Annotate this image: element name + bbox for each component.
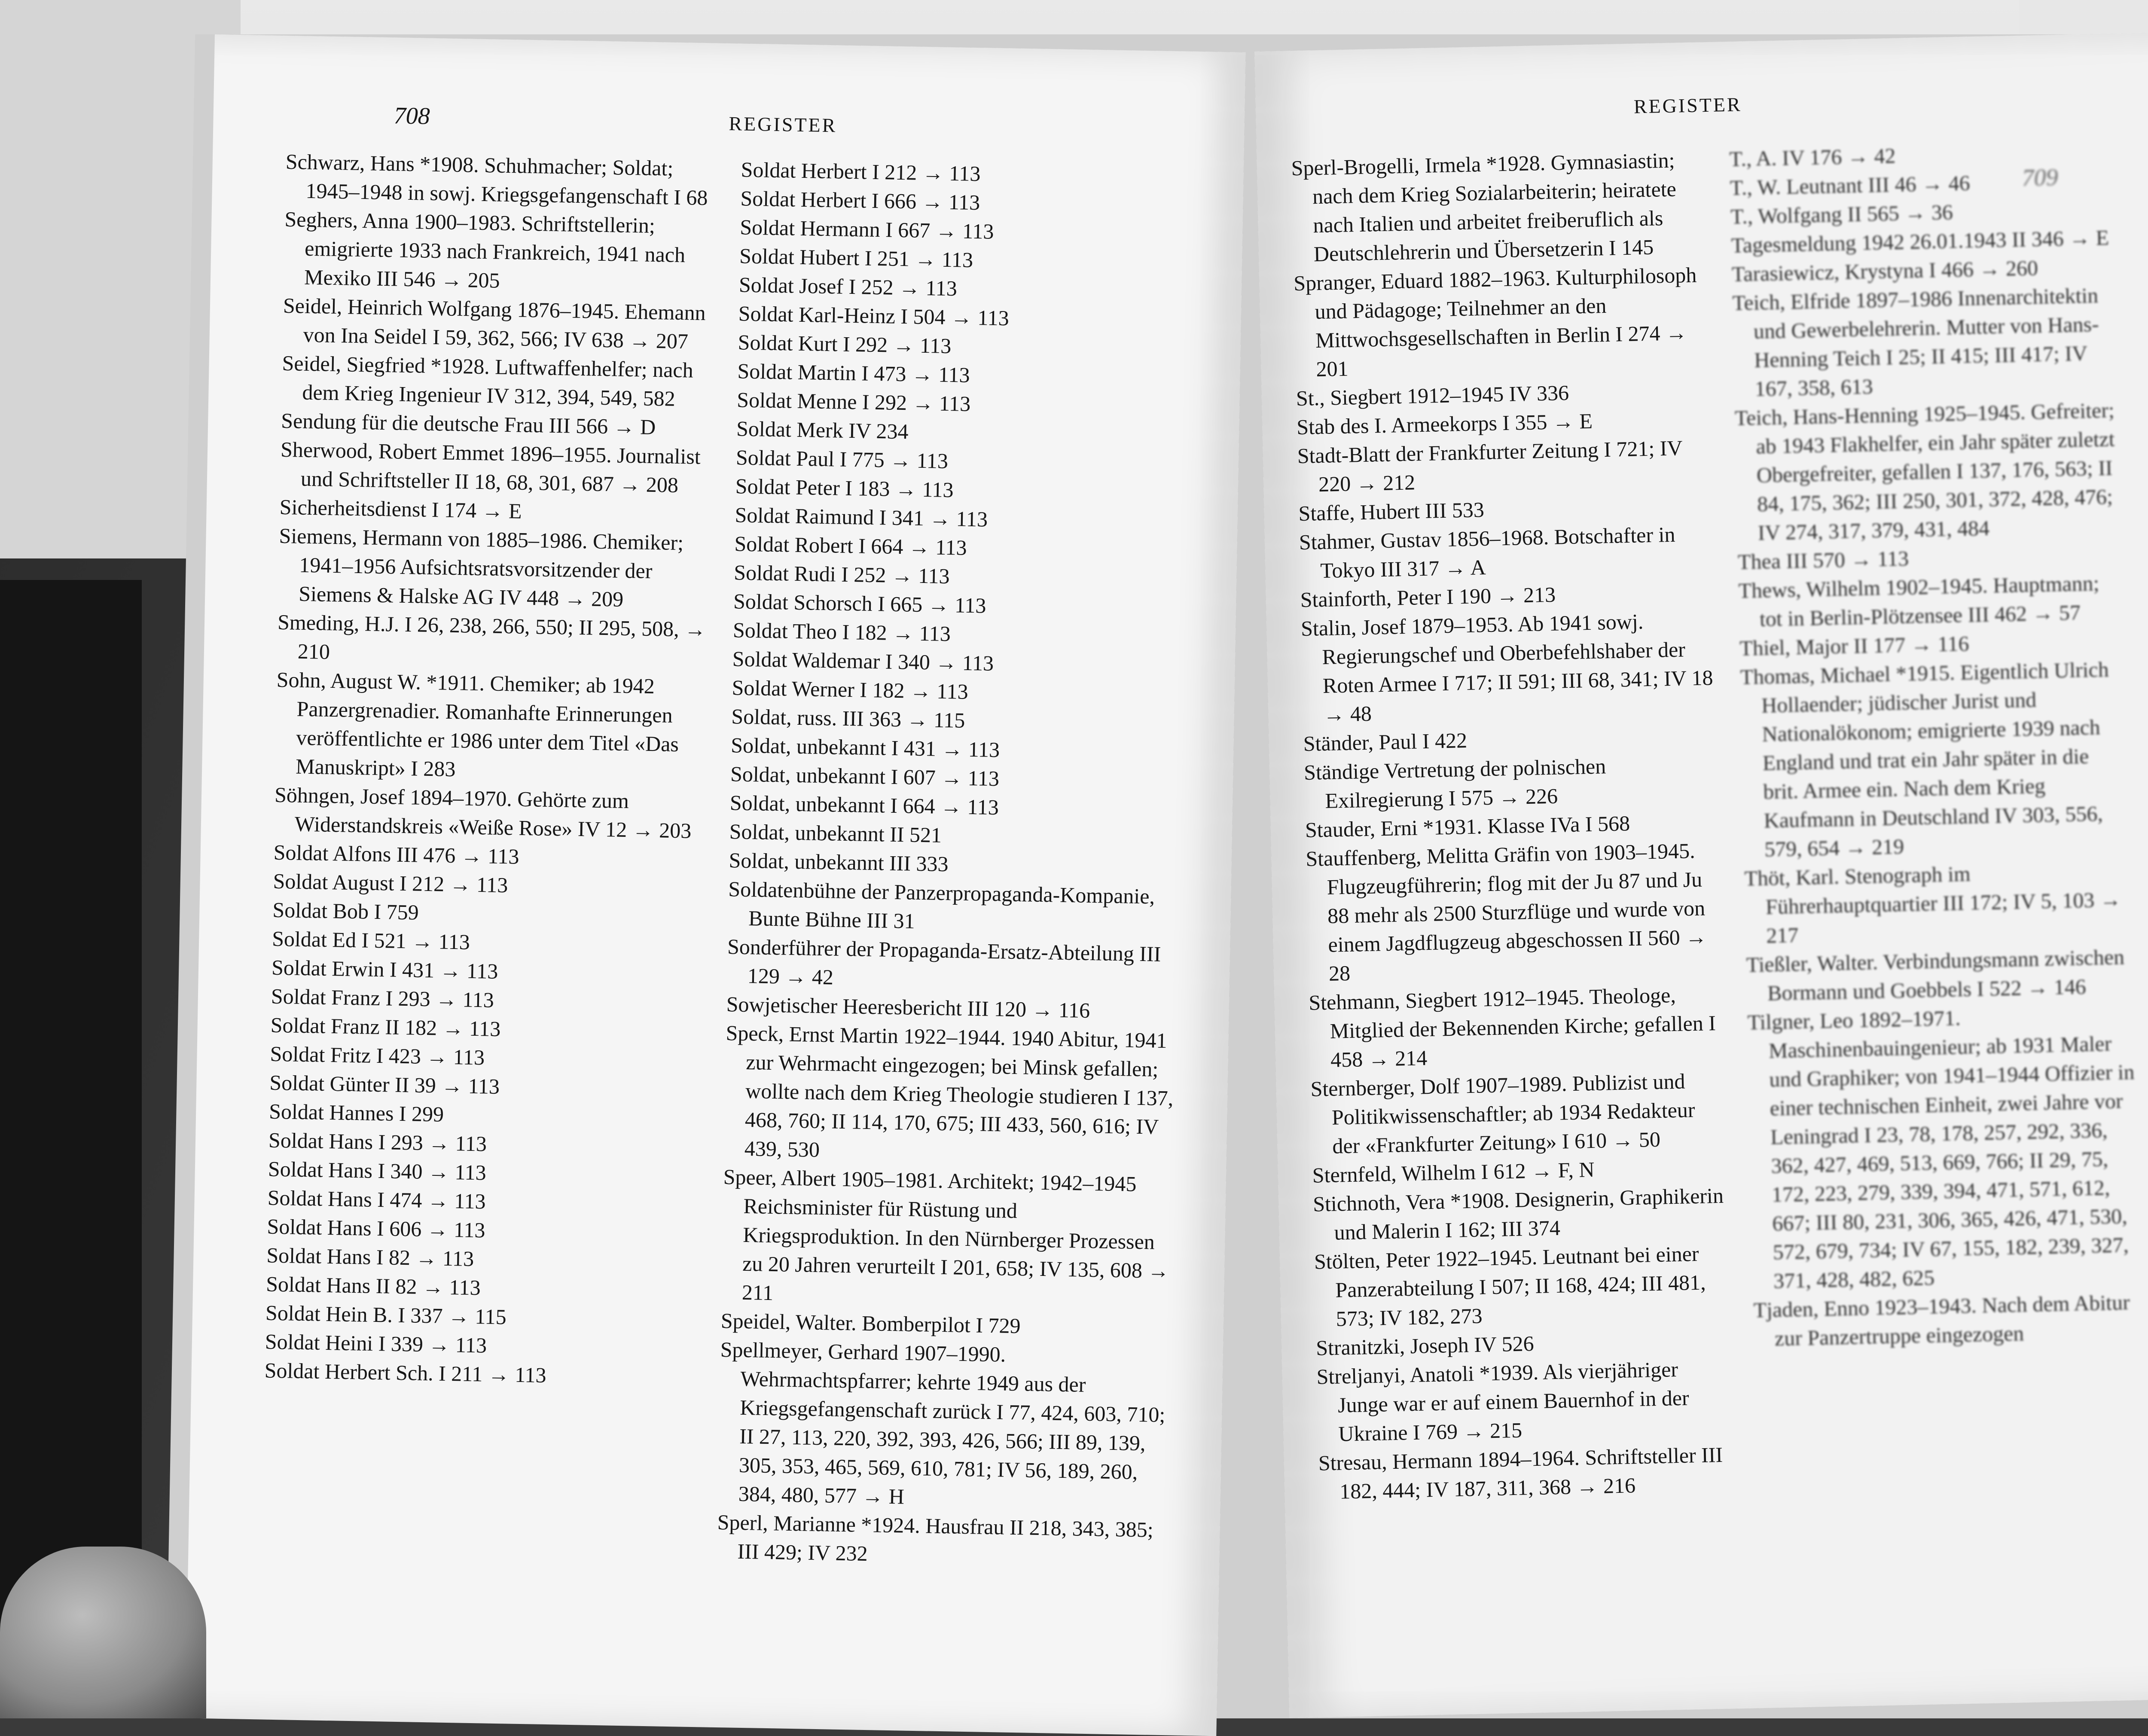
- index-entry: Tagesmeldung 1942 26.01.1943 II 346 → E: [1731, 225, 2109, 257]
- index-entry: Spellmeyer, Gerhard 1907–1990. Wehrmachtspfarrer; kehrte 1949 aus der Kriegsgefangenschaft zurück I 77, 424, 603, 710; II 27, 113, 220, 392, 393, 426, 566; III 89, 139, 305, 353, 465, 569, 610, 781; IV 56, 189, 260, 384, 480, 577 → H: [720, 1337, 1166, 1509]
- index-entry: Soldat Hubert I 251 → 113: [739, 244, 973, 272]
- index-entry: Sonderführer der Propaganda-Ersatz-Abteilung III 129 → 42: [727, 934, 1161, 989]
- index-entry: Speidel, Walter. Bomberpilot I 729: [720, 1309, 1021, 1338]
- index-entry: Sperl-Brogelli, Irmela *1928. Gymnasiastin; nach dem Krieg Sozialarbeiterin; heiratete nach Italien und arbeitet freiberuflich als Deutschlehrerin und Übersetzerin I 145: [1291, 148, 1677, 266]
- index-entry: Soldat Hans I 474 → 113: [267, 1185, 486, 1214]
- index-entry: Sternfeld, Wilhelm I 612 → F, N: [1312, 1157, 1595, 1187]
- index-entry: Ständige Vertretung der polnischen Exilregierung I 575 → 226: [1303, 754, 1606, 813]
- index-entry: Sternberger, Dolf 1907–1989. Publizist und Politikwissenschaftler; ab 1934 Redakteur der «Frankfurter Zeitung» I 610 → 50: [1310, 1069, 1696, 1158]
- index-entry: Soldat Hans I 293 → 113: [268, 1128, 487, 1156]
- thumb: [0, 1547, 206, 1718]
- index-entry: Sendung für die deutsche Frau III 566 → D: [281, 408, 656, 439]
- index-entry: Tjaden, Enno 1923–1943. Nach dem Abitur zur Panzertruppe eingezogen: [1753, 1290, 2130, 1351]
- index-entry: Söhngen, Josef 1894–1970. Gehörte zum Widerstandskreis «Weiße Rose» IV 12 → 203: [274, 782, 692, 843]
- index-entry: Tarasiewicz, Krystyna I 466 → 260: [1731, 255, 2038, 286]
- index-entry: Soldat Raimund I 341 → 113: [735, 503, 988, 531]
- index-entry: Soldat Herbert Sch. I 211 → 113: [264, 1358, 547, 1387]
- index-entry: Soldat, unbekannt I 431 → 113: [730, 733, 1000, 762]
- index-entry: Seidel, Heinrich Wolfgang 1876–1945. Ehemann von Ina Seidel I 59, 362, 566; IV 638 → 207: [283, 293, 706, 354]
- index-entry: Soldat, unbekannt II 521: [729, 819, 942, 847]
- index-entry: Speck, Ernst Martin 1922–1944. 1940 Abitur, 1941 zur Wehrmacht eingezogen; bei Minsk gefallen; wollte nach dem Krieg Theologie studieren I 137, 468, 760; II 114, 170, 675; III 433, 560, 616; IV 439, 530: [726, 1021, 1174, 1162]
- index-entry: Soldat Theo I 182 → 113: [732, 618, 951, 646]
- index-entry: Streljanyi, Anatoli *1939. Als vierjähriger Junge war er auf einem Bauernhof in der Ukraine I 769 → 215: [1316, 1357, 1690, 1446]
- index-entry: Soldat Paul I 775 → 113: [735, 445, 949, 473]
- index-entry: Soldat Günter II 39 → 113: [269, 1070, 500, 1098]
- index-entry: Stainforth, Peter I 190 → 213: [1300, 582, 1556, 612]
- index-entry: Soldat Erwin I 431 → 113: [271, 955, 498, 983]
- index-entry: Soldatenbühne der Panzerpropaganda-Kompanie, Bunte Bühne III 31: [728, 877, 1155, 933]
- index-entry: Soldat Franz II 182 → 113: [270, 1013, 501, 1041]
- right-column-2: [1729, 137, 2141, 1353]
- index-entry: Soldat Werner I 182 → 113: [732, 675, 969, 704]
- index-entry: Soldat Martin I 473 → 113: [737, 359, 970, 387]
- right-page: [1254, 33, 2148, 1718]
- index-entry: Soldat Heini I 339 → 113: [265, 1329, 487, 1358]
- index-entry: Soldat Ed I 521 → 113: [272, 926, 470, 954]
- index-entry: Stehmann, Siegbert 1912–1945. Theologe, Mitglied der Bekennenden Kirche; gefallen I 458 → 214: [1308, 982, 1716, 1072]
- index-entry: Sohn, August W. *1911. Chemiker; ab 1942 Panzergrenadier. Romanhafte Erinnerungen veröffentlichte er 1986 unter dem Titel «Das Manuskript» I 283: [276, 667, 679, 781]
- index-entry: Stauder, Erni *1931. Klasse IVa I 568: [1305, 811, 1630, 842]
- index-entry: Soldat, unbekannt I 607 → 113: [730, 762, 1000, 791]
- index-entry: Sperl, Marianne *1924. Hausfrau II 218, 343, 385; III 429; IV 232: [717, 1510, 1154, 1566]
- index-entry: Stölten, Peter 1922–1945. Leutnant bei einer Panzerabteilung I 507; II 168, 424; III 481, 573; IV 182, 273: [1314, 1241, 1706, 1331]
- right-column-1: [1291, 145, 1732, 1506]
- index-entry: Soldat, unbekannt I 664 → 113: [729, 790, 999, 820]
- index-entry: Soldat Alfons III 476 → 113: [273, 840, 519, 869]
- index-entry: T., A. IV 176 → 42: [1729, 143, 1896, 171]
- index-entry: Soldat August I 212 → 113: [273, 869, 508, 897]
- index-entry: Stahmer, Gustav 1856–1968. Botschafter in Tokyo III 317 → A: [1299, 522, 1675, 583]
- index-entry: Stresau, Hermann 1894–1964. Schriftsteller III 182, 444; IV 187, 311, 368 → 216: [1318, 1442, 1723, 1504]
- index-entry: Sherwood, Robert Emmet 1896–1955. Journalist und Schriftsteller II 18, 68, 301, 687 → 208: [280, 437, 701, 497]
- left-page-number: 708: [394, 102, 430, 130]
- index-entry: Soldat Karl-Heinz I 504 → 113: [738, 301, 1010, 330]
- index-entry: Spranger, Eduard 1882–1963. Kulturphilosoph und Pädagoge; Teilnehmer an den Mittwochsgesellschaften in Berlin I 274 → 201: [1293, 262, 1697, 381]
- left-page-header: REGISTER: [729, 112, 837, 137]
- index-entry: Soldat Herbert I 666 → 113: [740, 186, 980, 215]
- index-entry: Soldat Josef I 252 → 113: [738, 272, 958, 301]
- index-entry: Tießler, Walter. Verbindungsmann zwischen Bormann und Goebbels I 522 → 146: [1746, 945, 2125, 1005]
- index-entry: Soldat Franz I 293 → 113: [271, 984, 494, 1012]
- index-entry: Tilgner, Leo 1892–1971. Maschinenbauingenieur; ab 1931 Maler und Graphiker; von 1941–1944 Offizier in einer technischen Einheit, zwei Jahre vor Leningrad I 23, 78, 178, 257, 292, 336, 362, 427, 469, 513, 669, 766; II 29, 75, 172, 223, 279, 339, 394, 471, 571, 612, 667; III 80, 231, 306, 365, 426, 471, 530, 572, 679, 734; IV 67, 155, 182, 239, 327, 371, 428, 482, 625: [1747, 1006, 2135, 1293]
- index-entry: Teich, Hans-Henning 1925–1945. Gefreiter; ab 1943 Flakhelfer, ein Jahr später zuletzt Obergefreiter, gefallen I 137, 176, 563; II 84, 175, 362; III 250, 301, 372, 428, 476; IV 274, 317, 379, 431, 484: [1734, 398, 2115, 545]
- index-entry: Soldat, russ. III 363 → 115: [731, 704, 965, 732]
- index-entry: Soldat Hermann I 667 → 113: [739, 215, 994, 244]
- index-entry: Stauffenberg, Melitta Gräfin von 1903–1945. Flugzeugführerin; flog mit der Ju 87 und Ju 88 mehr als 2500 Sturzflüge und wurde von einem Jagdflugzeug abgeschossen II 560 → 28: [1305, 838, 1707, 985]
- index-entry: Soldat Kurt I 292 → 113: [738, 330, 952, 358]
- index-entry: Soldat Hans I 340 → 113: [268, 1156, 487, 1185]
- index-entry: Seghers, Anna 1900–1983. Schriftstellerin; emigrierte 1933 nach Frankreich, 1941 nach Mexiko III 546 → 205: [284, 207, 686, 293]
- left-column-1: [264, 147, 715, 1392]
- index-entry: Soldat Fritz I 423 → 113: [270, 1041, 485, 1070]
- index-entry: Soldat Schorsch I 665 → 113: [733, 589, 986, 618]
- index-entry: Soldat, unbekannt III 333: [729, 848, 949, 876]
- index-entry: Sowjetischer Heeresbericht III 120 → 116: [726, 992, 1090, 1022]
- index-entry: Thiel, Major II 177 → 116: [1739, 631, 1969, 660]
- index-entry: Soldat Robert I 664 → 113: [734, 531, 967, 560]
- index-entry: Staffe, Hubert III 533: [1298, 497, 1485, 526]
- index-entry: Stranitzki, Joseph IV 526: [1315, 1331, 1535, 1360]
- index-entry: Stalin, Josef 1879–1953. Ab 1941 sowj. Regierungschef und Oberbefehlshaber der Roten Armee I 717; II 591; III 68, 341; IV 18 → 48: [1300, 609, 1713, 726]
- index-entry: Sicherheitsdienst I 174 → E: [279, 494, 522, 523]
- index-entry: Thews, Wilhelm 1902–1945. Hauptmann; tot in Berlin-Plötzensee III 462 → 57: [1738, 571, 2099, 631]
- index-entry: Thea III 570 → 113: [1737, 546, 1909, 574]
- index-entry: Soldat Bob I 759: [272, 897, 419, 924]
- index-entry: Soldat Herbert I 212 → 113: [741, 157, 981, 186]
- index-entry: Thomas, Michael *1915. Eigentlich Ulrich Hollaender; jüdischer Jurist und Nationalökonom; emigrierte 1939 nach England und trat ein Jahr später in die brit. Armee ein. Nach dem Krieg Kaufmann in Deutschland IV 303, 556, 579, 654 → 219: [1740, 657, 2109, 861]
- index-entry: St., Siegbert 1912–1945 IV 336: [1296, 380, 1569, 411]
- index-entry: Stab des I. Armeekorps I 355 → E: [1296, 409, 1593, 439]
- index-entry: Soldat Merk IV 234: [736, 416, 909, 444]
- index-entry: Seidel, Siegfried *1928. Luftwaffenhelfer; nach dem Krieg Ingenieur IV 312, 394, 549, 582: [282, 351, 694, 411]
- index-entry: Stichnoth, Vera *1908. Designerin, Graphikerin und Malerin I 162; III 374: [1312, 1183, 1724, 1245]
- left-column-2: [717, 155, 1196, 1573]
- index-entry: T., Wolfgang II 565 → 36: [1730, 200, 1953, 229]
- index-entry: Soldat Menne I 292 → 113: [736, 387, 971, 416]
- index-entry: Soldat Hans II 82 → 113: [265, 1272, 481, 1300]
- left-page: [186, 34, 1246, 1736]
- right-page-header: REGISTER: [1633, 93, 1742, 118]
- index-entry: Soldat Hans I 606 → 113: [267, 1214, 485, 1242]
- index-entry: Stadt-Blatt der Frankfurter Zeitung I 721; IV 220 → 212: [1297, 436, 1683, 497]
- index-entry: Soldat Rudi I 252 → 113: [733, 560, 950, 589]
- index-entry: Teich, Elfride 1897–1986 Innenarchitektin und Gewerbelehrerin. Mutter von Hans-Henning Teich I 25; II 415; III 417; IV 167, 358, 613: [1732, 283, 2099, 401]
- index-entry: Smeding, H.J. I 26, 238, 266, 550; II 295, 508, → 210: [277, 610, 706, 664]
- index-entry: Siemens, Hermann von 1885–1986. Chemiker; 1941–1956 Aufsichtsratsvorsitzender der Siemens & Halske AG IV 448 → 209: [279, 523, 684, 611]
- index-entry: Soldat Peter I 183 → 113: [735, 474, 954, 502]
- index-entry: Soldat Hans I 82 → 113: [266, 1243, 474, 1271]
- right-page-number: 709: [2021, 164, 2059, 192]
- index-entry: Schwarz, Hans *1908. Schuhmacher; Soldat; 1945–1948 in sowj. Kriegsgefangenschaft I 68: [285, 149, 708, 210]
- index-entry: Soldat Waldemar I 340 → 113: [732, 647, 994, 675]
- index-entry: Thöt, Karl. Stenograph im Führerhauptquartier III 172; IV 5, 103 → 217: [1744, 861, 2122, 948]
- index-entry: Soldat Hannes I 299: [268, 1099, 444, 1126]
- index-entry: Soldat Hein B. I 337 → 115: [265, 1300, 507, 1329]
- index-entry: T., W. Leutnant III 46 → 46: [1730, 171, 1971, 200]
- index-entry: Ständer, Paul I 422: [1303, 728, 1468, 756]
- index-entry: Speer, Albert 1905–1981. Architekt; 1942–1945 Reichsminister für Rüstung und Kriegsproduktion. In den Nürnberger Prozessen zu 20 Jahren verurteilt I 201, 658; IV 135, 608 → 211: [723, 1165, 1169, 1305]
